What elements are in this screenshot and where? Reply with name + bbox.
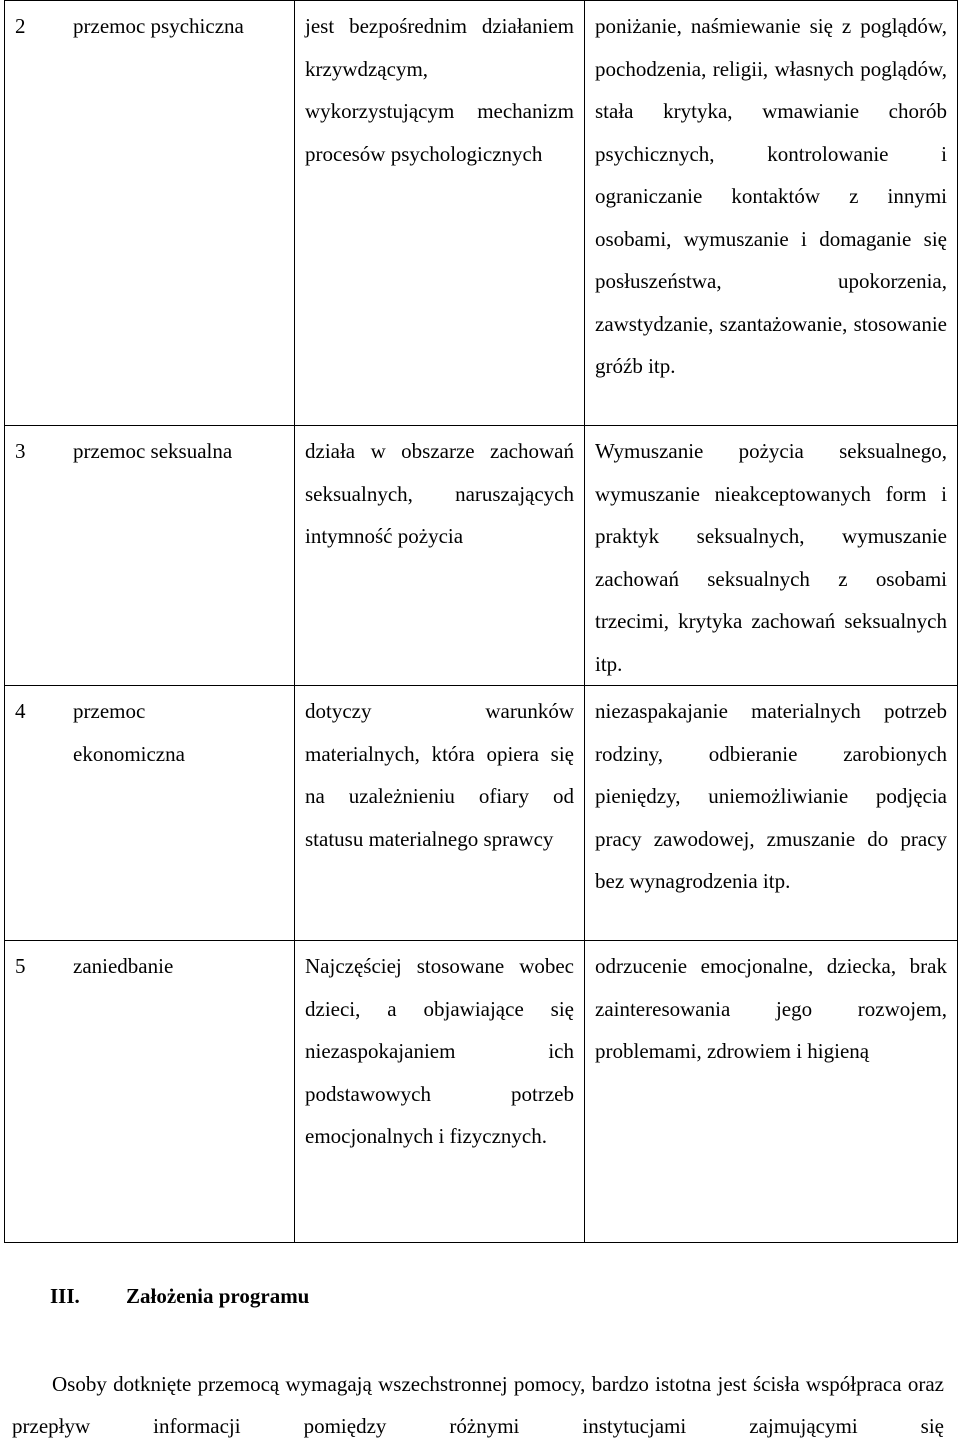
row-number: 5 (15, 954, 26, 978)
section-title: Założenia programu (126, 1284, 310, 1308)
violence-type: zaniedbanie (73, 954, 174, 978)
row-number: 3 (15, 439, 26, 463)
type-cell (5, 426, 295, 686)
definition-cell: dotyczy warunków materialnych, która opiera się na uzależnieniu ofiary od statusu materialnego sprawcy (295, 686, 585, 941)
violence-types-table (4, 0, 958, 1243)
definition-cell: działa w obszarze zachowań seksualnych, naruszających intymność pożycia (295, 426, 585, 686)
examples-cell: poniżanie, naśmiewanie się z poglądów, pochodzenia, religii, własnych poglądów, stała krytyka, wmawianie chorób psychicznych, kontrolowanie i ograniczanie kontaktów z innymi osobami, wymuszanie i domaganie się posłuszeństwa, upokorzenia, zawstydzanie, szantażowanie, stosowanie gróźb itp. (585, 1, 958, 426)
examples-cell: Wymuszanie pożycia seksualnego, wymuszanie nieakceptowanych form i praktyk seksualnych, wymuszanie zachowań seksualnych z osobami trzecimi, krytyka zachowań seksualnych itp. (585, 426, 958, 686)
type-cell (5, 686, 295, 941)
type-cell (5, 941, 295, 1243)
table-row (5, 941, 958, 1243)
violence-type: przemoc psychiczna (73, 14, 244, 38)
violence-type: przemoc seksualna (73, 439, 233, 463)
section-heading (50, 1278, 309, 1314)
examples-cell: niezaspakajanie materialnych potrzeb rodziny, odbieranie zarobionych pieniędzy, uniemożliwianie podjęcia pracy zawodowej, zmuszanie do pracy bez wynagrodzenia itp. (585, 686, 958, 941)
definition-cell: Najczęściej stosowane wobec dzieci, a objawiające się niezaspokajaniem ich podstawowych potrzeb emocjonalnych i fizycznych. (295, 941, 585, 1243)
row-number: 4 (15, 699, 26, 723)
table-row (5, 426, 958, 686)
row-number: 2 (15, 14, 26, 38)
table-row (5, 686, 958, 941)
definition-cell: jest bezpośrednim działaniem krzywdzącym, wykorzystującym mechanizm procesów psychologicznych (295, 1, 585, 426)
section-number: III. (50, 1284, 80, 1308)
type-cell (5, 1, 295, 426)
examples-cell: odrzucenie emocjonalne, dziecka, brak zainteresowania jego rozwojem, problemami, zdrowiem i higieną (585, 941, 958, 1243)
body-paragraph: Osoby dotknięte przemocą wymagają wszechstronnej pomocy, bardzo istotna jest ścisła współpraca oraz przepływ informacji pomiędzy różnymi instytucjami zajmującymi się (12, 1372, 944, 1438)
table-row (5, 1, 958, 426)
violence-type: przemoc ekonomiczna (73, 699, 185, 766)
